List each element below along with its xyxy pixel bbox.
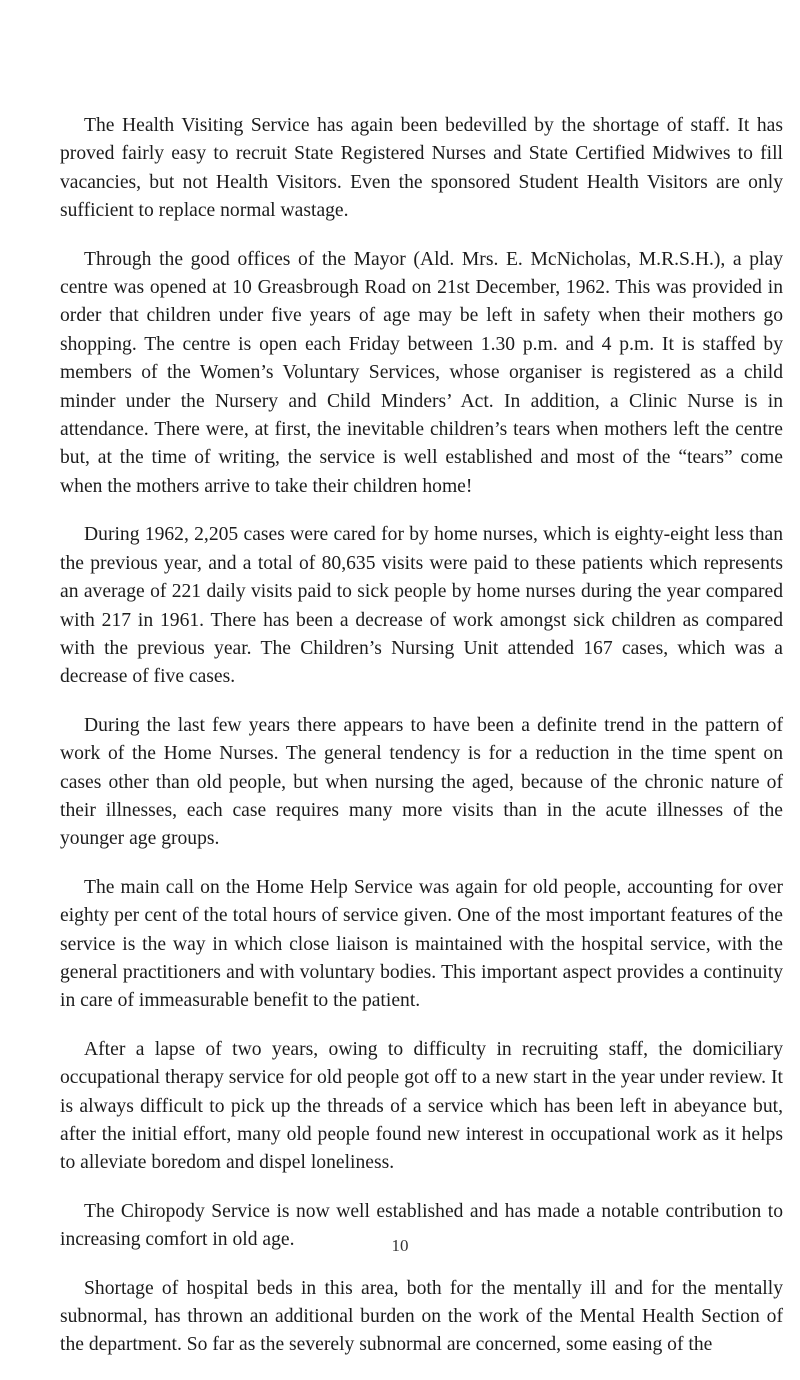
paragraph-chiropody: The Chiropody Service is now well established and has made a notable contribution to increasing comfort in old age. xyxy=(60,1200,783,1251)
document-body xyxy=(60,112,783,1380)
paragraph-health-visiting: The Health Visiting Service has again been bedevilled by the shortage of staff. It has proved fairly easy to recruit State Registered Nurses and State Certified Midwives to fill vacancies, but not Health Visitors. Even the sponsored Student Health Visitors are only sufficient to replace normal wastage. xyxy=(60,115,783,222)
paragraph-home-nurses-trend: During the last few years there appears to have been a definite trend in the pattern of work of the Home Nurses. The general tendency is for a reduction in the time spent on cases other than old people, but when nursing the aged, because of the chronic nature of their illnesses, each case requires many more visits than in the acute illnesses of the younger age groups. xyxy=(60,714,783,850)
page-number: 10 xyxy=(391,1236,409,1255)
paragraph-home-nurses: During 1962, 2,205 cases were cared for by home nurses, which is eighty-eight less than the previous year, and a total of 80,635 visits were paid to these patients which represents an average of 221 daily visits paid to sick people by home nurses during the year compared with 217 in 1961. There has been a decrease of work amongst sick children as compared with the previous year. The Children’s Nursing Unit attended 167 cases, which was a decrease of five cases. xyxy=(60,524,783,688)
paragraph-mental-health: Shortage of hospital beds in this area, both for the mentally ill and for the mentally subnormal, has thrown an additional burden on the work of the Mental Health Section of the department. So far as the severely subnormal are concerned, some easing of the xyxy=(60,1277,783,1356)
paragraph-occupational-therapy: After a lapse of two years, owing to difficulty in recruiting staff, the domiciliary occupational therapy service for old people got off to a new start in the year under review. It is always difficult to pick up the threads of a service which has been left in abeyance but, after the initial effort, many old people found new interest in occupational work as it helps to alleviate boredom and dispel loneliness. xyxy=(60,1038,783,1174)
paragraph-home-help: The main call on the Home Help Service was again for old people, accounting for over eighty per cent of the total hours of service given. One of the most important features of the service is the way in which close liaison is maintained with the hospital service, with the general practitioners and with voluntary bodies. This important aspect provides a continuity in care of immeasurable benefit to the patient. xyxy=(60,876,783,1012)
paragraph-play-centre: Through the good offices of the Mayor (Ald. Mrs. E. McNicholas, M.R.S.H.), a play centre was opened at 10 Greasbrough Road on 21st December, 1962. This was provided in order that children under five years of age may be left in safety when their mothers go shopping. The centre is open each Friday between 1.30 p.m. and 4 p.m. It is staffed by members of the Women’s Voluntary Services, whose organiser is registered as a child minder under the Nursery and Child Minders’ Act. In addition, a Clinic Nurse is in attendance. There were, at first, the inevitable children’s tears when mothers left the centre but, at the time of writing, the service is well established and most of the “tears” come when the mothers arrive to take their children home! xyxy=(60,248,783,497)
